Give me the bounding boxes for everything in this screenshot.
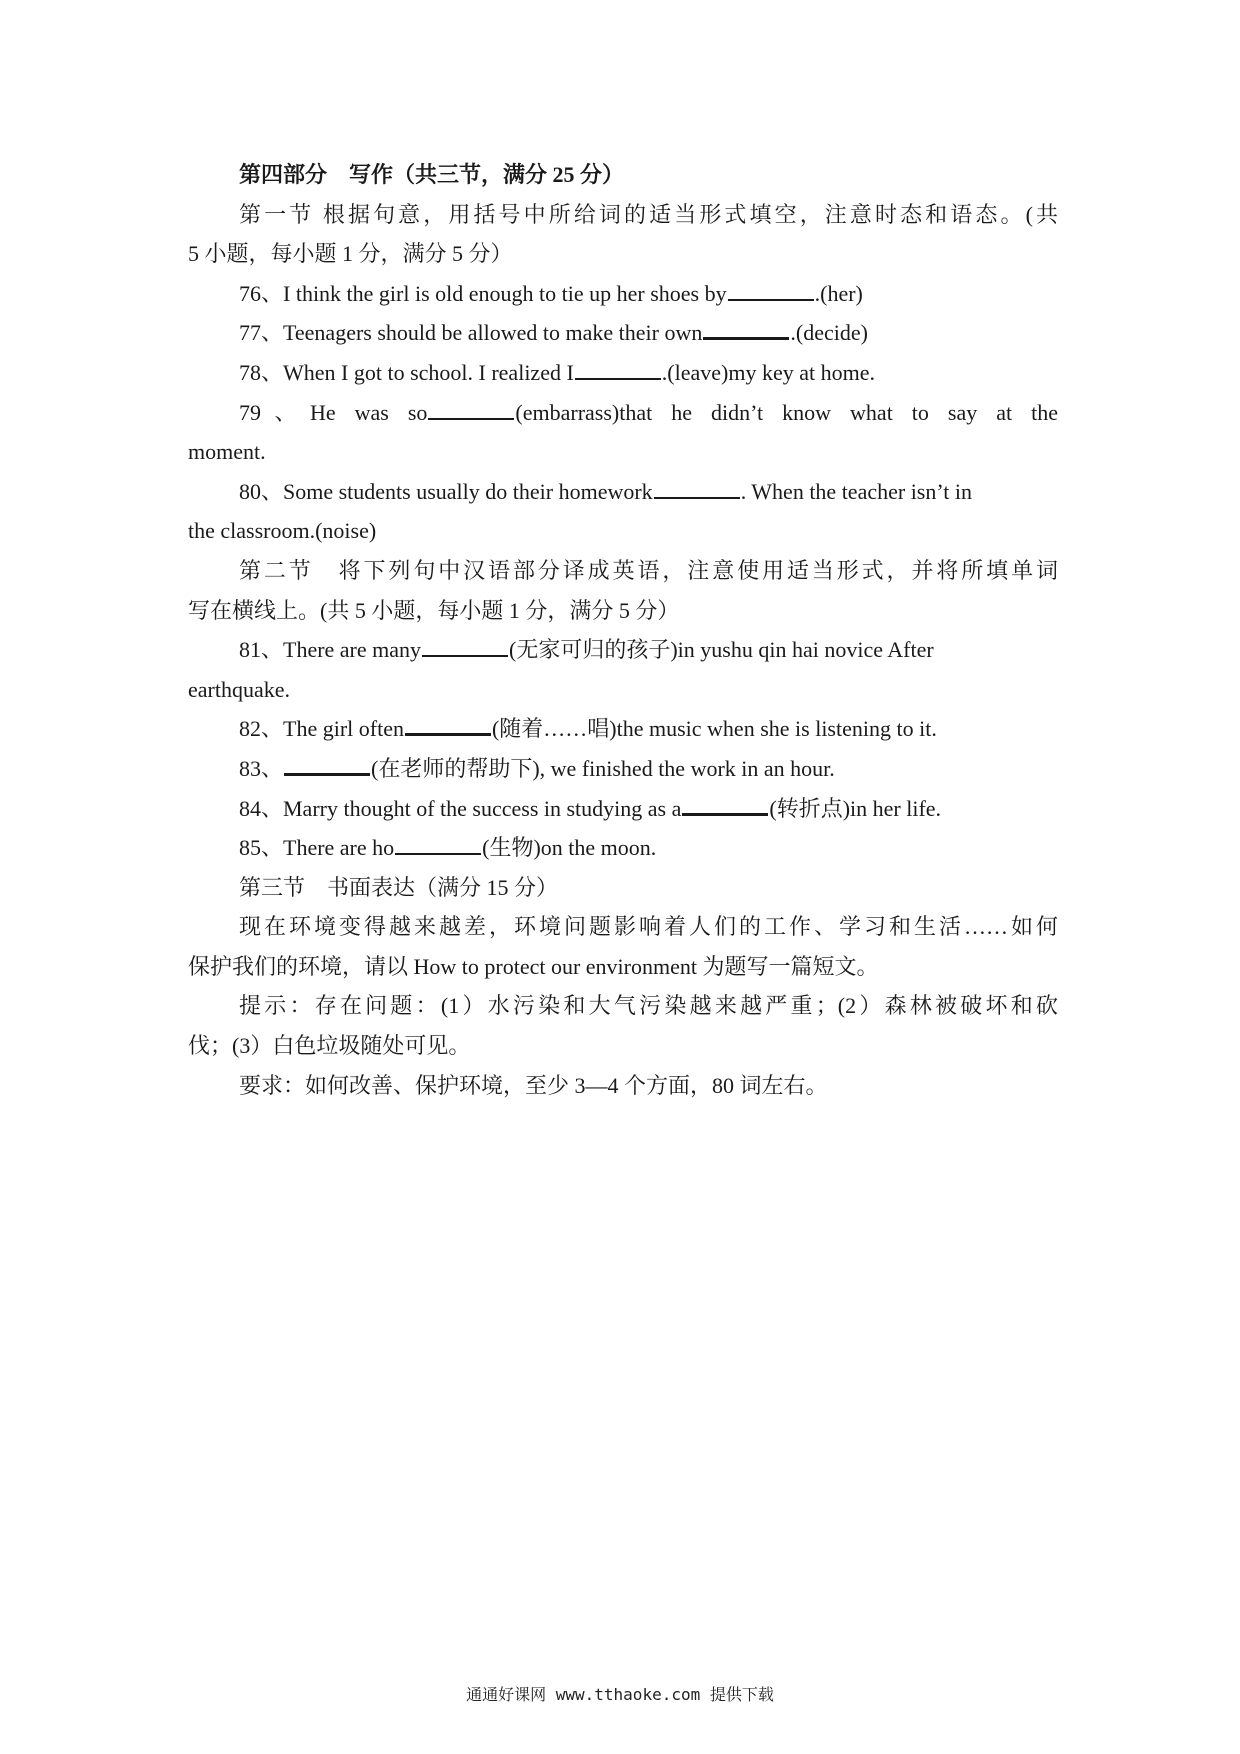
answer-blank-85[interactable] [395,831,481,855]
question-77-hint: .(decide) [790,320,868,346]
section1-instruction-line1: 第一节 根据句意，用括号中所给词的适当形式填空，注意时态和语态。(共 [239,201,1058,227]
section3-title: 第三节 书面表达（满分 15 分） [239,874,559,900]
section3-paragraph-line1: 现在环境变得越来越差，环境问题影响着人们的工作、学习和生活……如何 [239,914,1058,940]
answer-blank-76[interactable] [728,277,814,301]
question-84-hint: (转折点)in her life. [769,795,942,821]
section2-instruction-line1: 第二节 将下列句中汉语部分译成英语，注意使用适当形式，并将所填单词 [239,557,1058,583]
part-title: 第四部分 写作（共三节，满分 25 分） [239,162,625,187]
question-76-text: 76、I think the girl is old enough to tie up her shoes by [239,280,727,306]
question-82 [188,709,1058,749]
question-76-hint: .(her) [814,280,863,306]
question-80-text: 80、Some students usually do their homework [239,478,653,504]
question-78 [188,353,1058,393]
question-84 [188,789,1058,829]
section3-requirement: 要求：如何改善、保护环境，至少 3—4 个方面，80 词左右。 [239,1072,828,1098]
question-77 [188,313,1058,353]
question-80-hint: . When the teacher isn’t in [740,478,973,504]
question-83 [188,749,1058,789]
answer-blank-81[interactable] [422,633,508,657]
answer-blank-82[interactable] [405,711,491,736]
question-85-hint: (生物)on the moon. [482,835,657,861]
question-79-continued: moment. [188,439,266,465]
answer-blank-77[interactable] [703,315,789,340]
question-83-hint: (在老师的帮助下), we finished the work in an hour. [371,755,835,781]
question-78-text: 78、When I got to school. I realized I [239,359,574,385]
question-80-continued: the classroom.(noise) [188,518,377,544]
section3-hint-line2: 伐；(3）白色垃圾随处可见。 [188,1033,471,1059]
section3-paragraph-line2: 保护我们的环境，请以 How to protect our environment 为题写一篇短文。 [188,953,879,979]
question-85 [188,828,1058,868]
question-81-continued: earthquake. [188,676,290,702]
answer-blank-78[interactable] [575,356,661,380]
section2-instruction-line2: 写在横线上。(共 5 小题，每小题 1 分，满分 5 分） [188,597,680,623]
question-85-text: 85、There are ho [239,835,395,861]
section3-hint-line1: 提示：存在问题：(1）水污染和大气污染越来越严重；(2）森林被破坏和砍 [239,993,1058,1019]
answer-blank-80[interactable] [654,475,740,499]
question-82-text: 82、The girl often [239,716,404,742]
question-79-hint: (embarrass)that he didn’t know what to say at the [515,399,1058,425]
question-81-text: 81、There are many [239,637,422,663]
question-82-hint: (随着……唱)the music when she is listening to it. [491,716,937,742]
question-80 [188,472,1058,512]
answer-blank-84[interactable] [682,791,768,816]
question-81-hint: (无家可归的孩子)in yushu qin hai novice After [509,637,934,663]
question-79 [188,393,1058,433]
section1-instruction-line2: 5 小题，每小题 1 分，满分 5 分） [188,241,513,267]
answer-blank-79[interactable] [428,396,514,420]
question-81 [188,630,1058,670]
question-78-hint: .(leave)my key at home. [661,359,875,385]
footer-download-note: 通通好课网 www.tthaoke.com 提供下载 [466,1685,774,1704]
exam-page [188,155,1058,1105]
question-84-text: 84、Marry thought of the success in studying as a [239,795,682,821]
question-77-text: 77、Teenagers should be allowed to make their own [239,320,703,346]
question-76 [188,274,1058,314]
answer-blank-83[interactable] [284,751,370,776]
question-79-text: 79、He was so [239,399,428,425]
question-83-text: 83、 [239,755,284,781]
